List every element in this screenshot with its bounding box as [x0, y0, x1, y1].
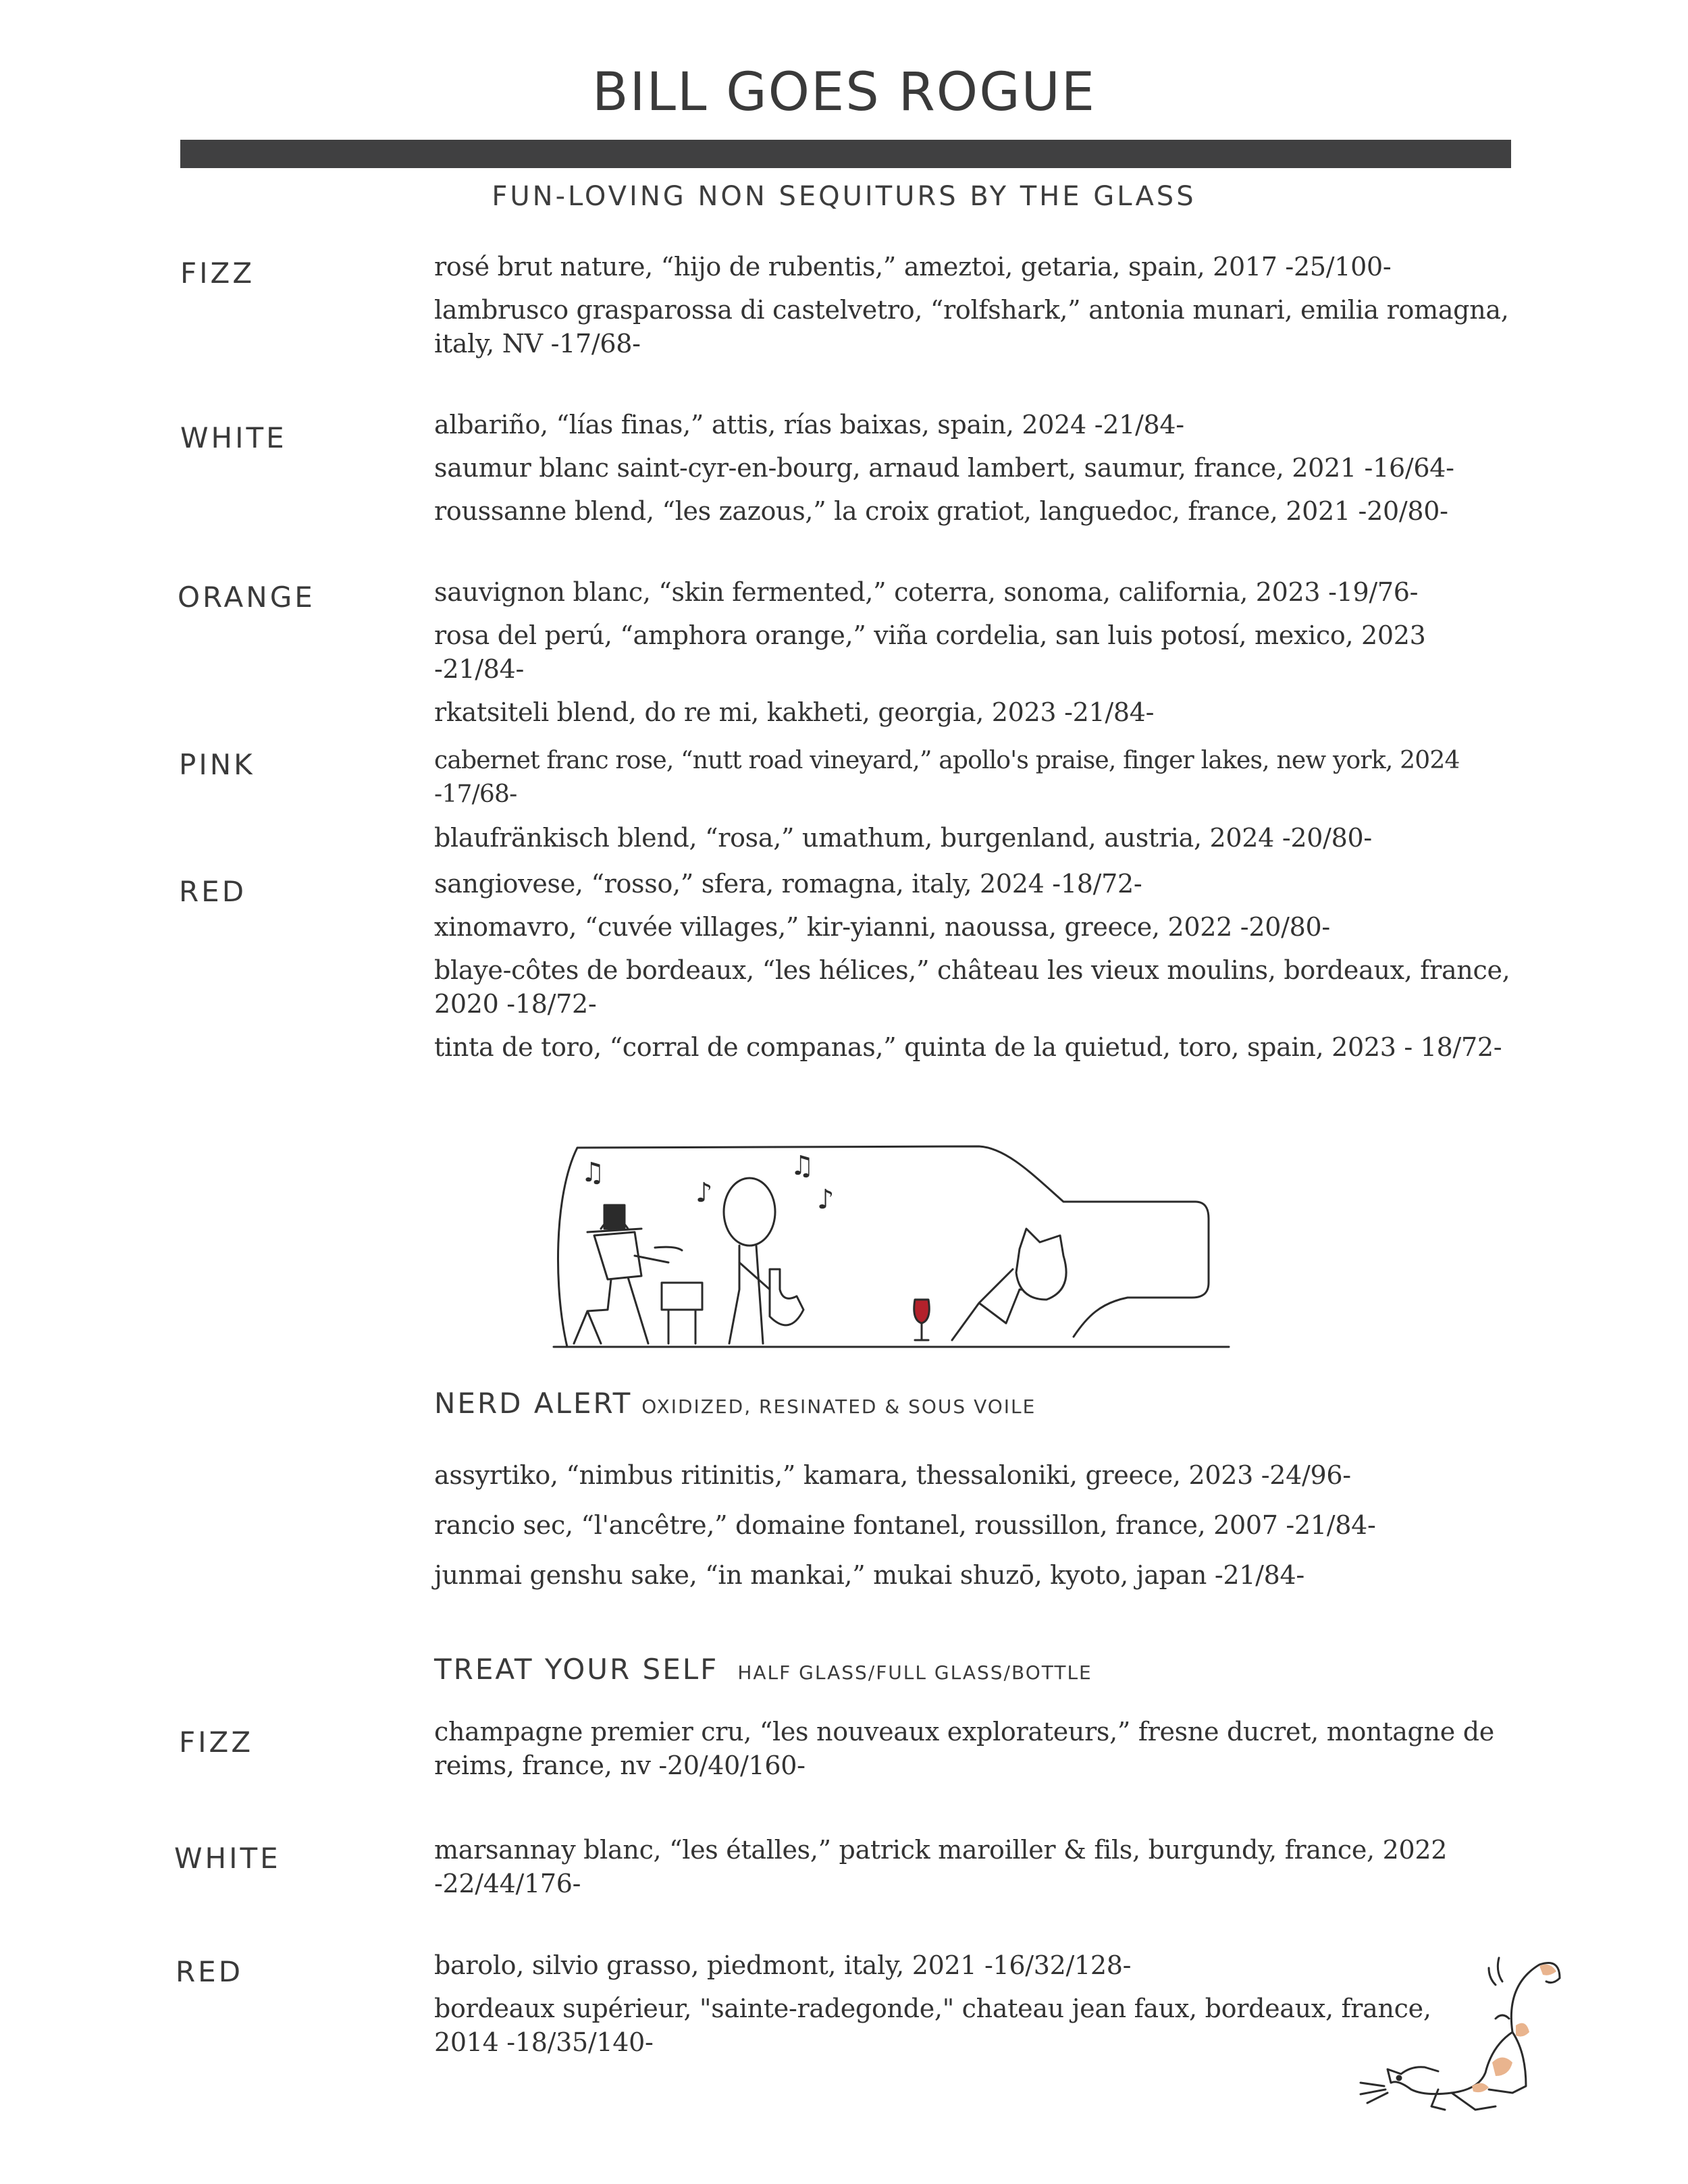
- title-divider-bar: [180, 140, 1511, 168]
- svg-text:♫: ♫: [581, 1157, 605, 1188]
- treat-your-self-title: TREAT YOUR SELF: [434, 1653, 719, 1686]
- nerd-alert-heading: [434, 1387, 1036, 1420]
- category-fizz-premium: FIZZ: [179, 1726, 254, 1759]
- treat-your-self-subtitle: HALF GLASS/FULL GLASS/BOTTLE: [737, 1661, 1092, 1684]
- premium-fizz-list: [434, 1715, 1521, 1792]
- list-item: marsannay blanc, “les étalles,” patrick maroiller & fils, burgundy, france, 2022 -22/44/176-: [434, 1835, 1448, 1898]
- fizz-list: [434, 250, 1521, 370]
- category-orange: ORANGE: [178, 581, 315, 614]
- list-item: rosé brut nature, “hijo de rubentis,” ameztoi, getaria, spain, 2017 -25/100-: [434, 252, 1392, 282]
- list-item: lambrusco grasparossa di castelvetro, “rolfshark,” antonia munari, emilia romagna, italy, NV -17/68-: [434, 295, 1509, 358]
- svg-text:♪: ♪: [817, 1184, 835, 1215]
- list-item: roussanne blend, “les zazous,” la croix gratiot, languedoc, france, 2021 -20/80-: [434, 496, 1448, 526]
- page-title: BILL GOES ROGUE: [591, 62, 1097, 123]
- list-item: sauvignon blanc, “skin fermented,” coterra, sonoma, california, 2023 -19/76-: [434, 577, 1419, 607]
- category-pink: PINK: [179, 748, 255, 781]
- list-item: cabernet franc rose, “nutt road vineyard,” apollo's praise, finger lakes, new york, 2024 -17/68-: [434, 747, 1460, 808]
- category-white-premium: WHITE: [174, 1842, 281, 1875]
- list-item: xinomavro, “cuvée villages,” kir-yianni, naoussa, greece, 2022 -20/80-: [434, 912, 1330, 942]
- treat-your-self-heading: [434, 1653, 1092, 1686]
- nerd-alert-subtitle: OXIDIZED, RESINATED & SOUS VOILE: [641, 1395, 1036, 1418]
- category-red: RED: [179, 875, 247, 908]
- list-item: saumur blanc saint-cyr-en-bourg, arnaud lambert, saumur, france, 2021 -16/64-: [434, 453, 1454, 483]
- band-in-bottle-illustration: [547, 1134, 1242, 1357]
- white-list: [434, 408, 1521, 537]
- list-item: blaufränkisch blend, “rosa,” umathum, burgenland, austria, 2024 -20/80-: [434, 823, 1372, 853]
- list-item: rkatsiteli blend, do re mi, kakheti, georgia, 2023 -21/84-: [434, 697, 1155, 727]
- category-white: WHITE: [180, 421, 287, 454]
- svg-text:♫: ♫: [790, 1150, 814, 1181]
- list-item: barolo, silvio grasso, piedmont, italy, 2021 -16/32/128-: [434, 1950, 1132, 1980]
- category-red-premium: RED: [176, 1955, 244, 1988]
- orange-list: [434, 575, 1521, 739]
- category-fizz: FIZZ: [180, 257, 255, 290]
- nerd-alert-list: [434, 1458, 1521, 1601]
- premium-white-list: [434, 1833, 1521, 1910]
- list-item: assyrtiko, “nimbus ritinitis,” kamara, thessaloniki, greece, 2023 -24/96-: [434, 1460, 1351, 1490]
- list-item: blaye-côtes de bordeaux, “les hélices,” château les vieux moulins, bordeaux, france, 2020 -18/72-: [434, 955, 1510, 1019]
- nerd-alert-title: NERD ALERT: [434, 1387, 633, 1420]
- list-item: bordeaux supérieur, "sainte-radegonde," chateau jean faux, bordeaux, france, 2014 -18/35/140-: [434, 1994, 1431, 2057]
- red-list: [434, 867, 1521, 1073]
- list-item: rosa del perú, “amphora orange,” viña cordelia, san luis potosí, mexico, 2023 -21/84-: [434, 620, 1426, 684]
- list-item: champagne premier cru, “les nouveaux explorateurs,” fresne ducret, montagne de reims, france, nv -20/40/160-: [434, 1717, 1494, 1780]
- list-item: junmai genshu sake, “in mankai,” mukai shuzō, kyoto, japan -21/84-: [434, 1560, 1304, 1590]
- pink-list: [434, 744, 1521, 864]
- page-subtitle: FUN-LOVING NON SEQUITURS BY THE GLASS: [492, 181, 1196, 212]
- svg-text:♪: ♪: [695, 1177, 713, 1208]
- list-item: tinta de toro, “corral de companas,” quinta de la quietud, toro, spain, 2023 - 18/72-: [434, 1032, 1502, 1062]
- stretching-cat-illustration: [1357, 1944, 1627, 2120]
- list-item: albariño, “lías finas,” attis, rías baixas, spain, 2024 -21/84-: [434, 410, 1184, 440]
- list-item: sangiovese, “rosso,” sfera, romagna, italy, 2024 -18/72-: [434, 869, 1142, 899]
- premium-red-list: [434, 1948, 1460, 2069]
- list-item: rancio sec, “l'ancêtre,” domaine fontanel, roussillon, france, 2007 -21/84-: [434, 1510, 1376, 1540]
